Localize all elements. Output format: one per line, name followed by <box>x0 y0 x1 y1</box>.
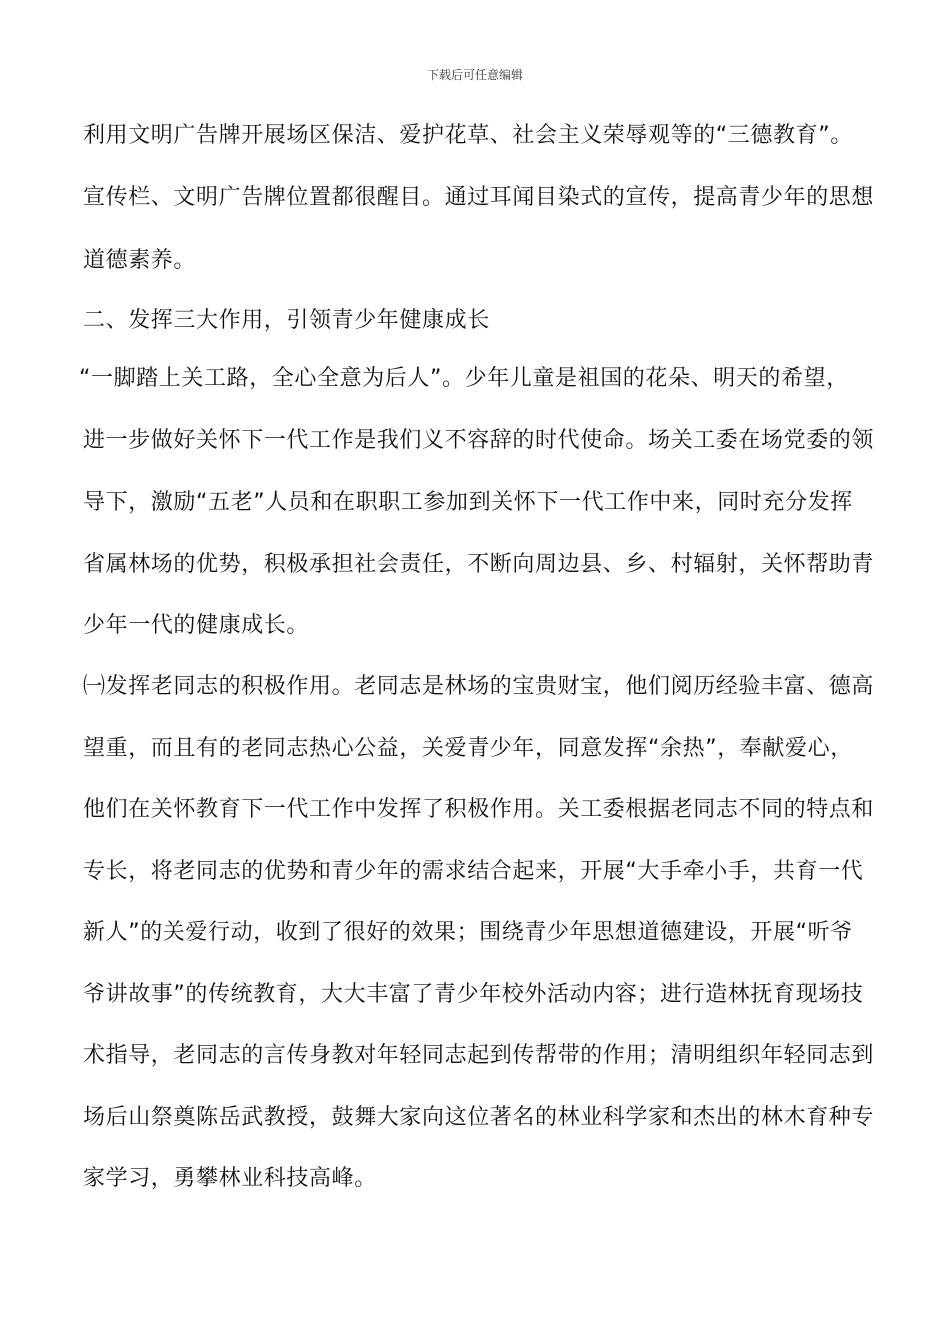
text-line: 导下，激励“五老”人员和在职职工参加到关怀下一代工作中来，同时充分发挥 <box>83 490 853 515</box>
text-line: “一脚踏上关工路，全心全意为后人”。少年儿童是祖国的花朵、明天的希望， <box>79 366 849 391</box>
page-header: 下载后可任意编辑 <box>426 68 523 82</box>
text-line: ㈠发挥老同志的积极作用。老同志是林场的宝贵财宝，他们阅历经验丰富、德高 <box>83 674 875 699</box>
text-line: 家学习，勇攀林业科技高峰。 <box>83 1166 377 1191</box>
text-line: 场后山祭奠陈岳武教授，鼓舞大家向这位著名的林业科学家和杰出的林木育种专 <box>83 1105 875 1130</box>
text-line: 望重，而且有的老同志热心公益，关爱青少年，同意发挥“余热”，奉献爱心， <box>83 736 853 761</box>
text-line: 利用文明广告牌开展场区保洁、爱护花草、社会主义荣辱观等的“三德教育”。 <box>83 123 853 148</box>
text-line: 术指导，老同志的言传身教对年轻同志起到传帮带的作用；清明组织年轻同志到 <box>83 1043 875 1068</box>
text-line: 省属林场的优势，积极承担社会责任，不断向周边县、乡、村辐射，关怀帮助青 <box>83 552 875 577</box>
text-line: 进一步做好关怀下一代工作是我们义不容辞的时代使命。场关工委在场党委的领 <box>83 428 875 453</box>
text-line: 新人”的关爱行动，收到了很好的效果；围绕青少年思想道德建设，开展“听爷 <box>83 920 853 945</box>
text-line: 他们在关怀教育下一代工作中发挥了积极作用。关工委根据老同志不同的特点和 <box>83 797 875 822</box>
text-line: 宣传栏、文明广告牌位置都很醒目。通过耳闻目染式的宣传，提高青少年的思想 <box>83 185 875 210</box>
text-line: 少年一代的健康成长。 <box>83 613 310 638</box>
section-heading: 二、发挥三大作用，引领青少年健康成长 <box>83 308 490 333</box>
text-line: 道德素养。 <box>83 248 197 273</box>
text-line: 爷讲故事”的传统教育，大大丰富了青少年校外活动内容；进行造林抚育现场技 <box>83 982 864 1007</box>
text-line: 专长，将老同志的优势和青少年的需求结合起来，开展“大手牵小手，共育一代 <box>83 859 864 884</box>
